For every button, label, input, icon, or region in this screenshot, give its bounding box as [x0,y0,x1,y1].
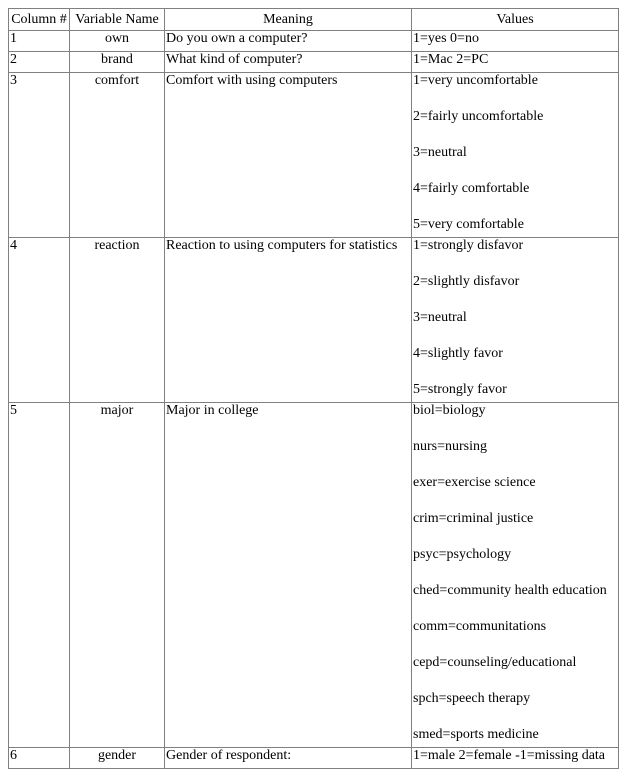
value-code: 1=strongly disfavor [413,238,524,253]
cell-variable-name [70,238,165,403]
value-code: comm=communitations [413,619,547,634]
codebook-table [8,8,619,769]
cell-column-number [9,748,70,769]
cell-meaning [165,73,412,238]
value-code: 4=slightly favor [413,346,503,361]
cell-variable-name [70,748,165,769]
table-row [9,52,619,73]
meaning-text: What kind of computer? [166,52,303,67]
cell-values [412,52,619,73]
cell-column-number [9,52,70,73]
cell-meaning [165,403,412,748]
cell-column-number [9,403,70,748]
column-number-text: 1 [10,31,17,46]
cell-variable-name [70,52,165,73]
header-variable-name: Variable Name [70,9,165,31]
cell-values [412,748,619,769]
header-values: Values [412,9,619,31]
table-row [9,73,619,238]
value-code: 1=very uncomfortable [413,73,538,88]
meaning-text: Gender of respondent: [166,748,292,763]
value-code: 1=male 2=female -1=missing data [413,748,606,763]
header-row [9,9,619,31]
value-code: crim=criminal justice [413,511,534,526]
table-row [9,238,619,403]
value-code: nurs=nursing [413,439,488,454]
value-code: spch=speech therapy [413,691,531,706]
column-number-text: 4 [10,238,17,253]
header-meaning: Meaning [165,9,412,31]
variable-name-text: own [104,31,130,46]
cell-variable-name [70,403,165,748]
table-body [9,31,619,769]
variable-name-text: reaction [94,238,140,253]
cell-meaning [165,31,412,52]
variable-name-text: comfort [94,73,140,88]
cell-values [412,238,619,403]
value-code: ched=community health education [413,583,607,598]
value-code: cepd=counseling/educational [413,655,577,670]
value-code: 3=neutral [413,145,467,160]
meaning-text: Major in college [166,403,259,418]
table-row [9,31,619,52]
cell-column-number [9,31,70,52]
meaning-text: Comfort with using computers [166,73,338,88]
meaning-text: Reaction to using computers for statistics [166,238,398,253]
value-code: psyc=psychology [413,547,512,562]
variable-name-text: gender [97,748,137,763]
variable-name-text: major [100,403,134,418]
cell-variable-name [70,31,165,52]
value-code: smed=sports medicine [413,727,539,742]
value-code: 2=slightly disfavor [413,274,520,289]
cell-values [412,73,619,238]
value-code: 1=Mac 2=PC [413,52,489,67]
cell-variable-name [70,73,165,238]
cell-meaning [165,52,412,73]
column-number-text: 5 [10,403,17,418]
cell-values [412,403,619,748]
table-row [9,748,619,769]
value-code: 2=fairly uncomfortable [413,109,544,124]
value-code: 3=neutral [413,310,467,325]
column-number-text: 6 [10,748,17,763]
variable-name-text: brand [101,52,133,67]
column-number-text: 3 [10,73,17,88]
value-code: 1=yes 0=no [413,31,479,46]
cell-meaning [165,238,412,403]
table-row [9,403,619,748]
value-code: biol=biology [413,403,486,418]
value-code: 5=very comfortable [413,217,524,232]
cell-column-number [9,238,70,403]
cell-meaning [165,748,412,769]
meaning-text: Do you own a computer? [166,31,308,46]
value-code: 5=strongly favor [413,382,507,397]
cell-values [412,31,619,52]
value-code: exer=exercise science [413,475,536,490]
header-column-number: Column # [9,9,70,31]
value-code: 4=fairly comfortable [413,181,530,196]
cell-column-number [9,73,70,238]
column-number-text: 2 [10,52,17,67]
